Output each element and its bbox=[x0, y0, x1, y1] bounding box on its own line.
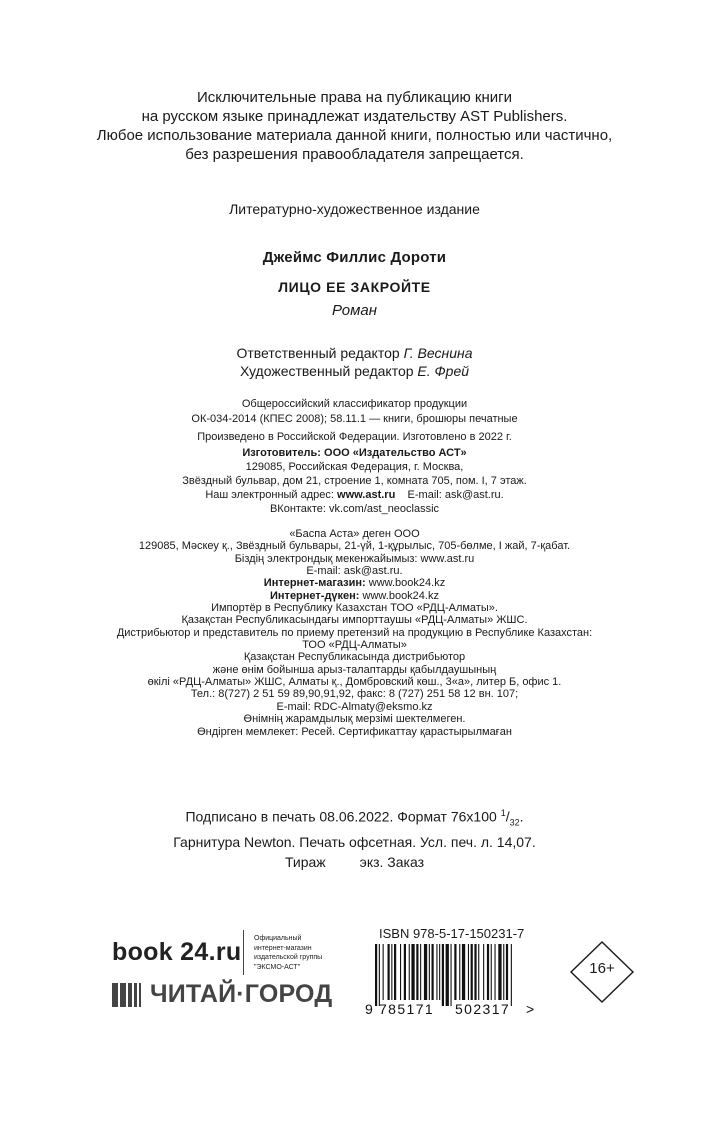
kz-shop-line bbox=[0, 577, 709, 589]
age-rating: 16+ bbox=[589, 960, 615, 977]
rights-line: без разрешения правообладателя запрещается. bbox=[185, 146, 524, 163]
book24-note-line: интернет-магазин bbox=[254, 944, 312, 952]
print-typeface: Гарнитура Newton. Печать офсетная. Усл. печ. л. 14,07. bbox=[173, 834, 536, 851]
barcode-bar bbox=[420, 944, 421, 1000]
edition-type: Литературно-художественное издание bbox=[229, 201, 480, 217]
rights-line: на русском языке принадлежат издательству AST Publishers. bbox=[141, 108, 568, 125]
shop-link[interactable]: www.book24.kz bbox=[368, 577, 446, 590]
book24-note-line: издательской группы bbox=[254, 954, 323, 961]
barcode-bar bbox=[379, 944, 380, 1006]
logo-divider bbox=[243, 930, 244, 975]
kz-line: Өнімнің жарамдылық мерзімі шектелмеген. bbox=[243, 713, 466, 726]
kz-line: Тел.: 8(727) 2 51 59 89,90,91,92, факс: 8 (727) 251 58 12 вн. 107; bbox=[190, 688, 519, 701]
barcode-bar bbox=[459, 944, 460, 1000]
book24-note-line: "ЭКСМО-АСТ" bbox=[254, 963, 301, 971]
rights-line: Любое использование материала данной книги, полностью или частично, bbox=[96, 127, 613, 144]
chitai-gorod-bars-icon bbox=[112, 983, 146, 1007]
barcode-bar bbox=[446, 944, 449, 1006]
manufacturer-address: 129085, Российская Федерация, г. Москва, bbox=[245, 461, 464, 473]
barcode-bars bbox=[375, 944, 512, 1006]
shop-kz-link[interactable]: www.book24.kz bbox=[362, 589, 439, 602]
classifier-line: Общероссийский классификатор продукции bbox=[241, 398, 468, 410]
barcode-bar bbox=[462, 944, 465, 1000]
product-classifier bbox=[0, 397, 709, 427]
barcode-bar bbox=[439, 944, 440, 1000]
kz-line: Дистрибьютор и представитель по приему претензий на продукцию в Республике Казахстан: bbox=[116, 626, 593, 639]
kz-line: E-mail: RDC-Almaty@eksmo.kz bbox=[276, 700, 433, 713]
kz-line: Қазақстан Республикасында дистрибьютор bbox=[243, 651, 466, 664]
barcode-bar bbox=[451, 944, 452, 1006]
barcode-bar bbox=[424, 944, 427, 1000]
barcode-bar bbox=[409, 944, 410, 1000]
isbn-barcode bbox=[365, 944, 540, 1018]
barcode-bar bbox=[487, 944, 489, 1000]
chief-editor-name: Г. Веснина bbox=[403, 345, 473, 361]
barcode-bar bbox=[388, 944, 390, 1000]
kz-line: өкілі «РДЦ-Алматы» ЖШС, Алматы қ., Домбровский көш., 3«а», литер Б, офис 1. bbox=[147, 676, 562, 689]
email-text: E-mail: ask@ast.ru. bbox=[407, 489, 504, 501]
kz-line: Өндірген мемлекет: Ресей. Сертификаттау қарастырылмаған bbox=[197, 725, 512, 738]
barcode-bar bbox=[498, 944, 501, 1000]
vk-line: ВКонтакте: vk.com/ast_neoclassic bbox=[269, 503, 440, 515]
barcode-bar bbox=[511, 944, 512, 1006]
barcode-bar bbox=[471, 944, 473, 1000]
barcode-bar bbox=[383, 944, 384, 1000]
web-link[interactable]: www.ast.ru bbox=[337, 489, 396, 501]
kz-line: Қазақстан Республикасындағы импорттаушы «РДЦ-Алматы» ЖШС. bbox=[181, 614, 528, 627]
format-tail: . bbox=[519, 808, 524, 825]
kz-line: Импортёр в Республику Казахстан ТОО «РДЦ-Алматы». bbox=[211, 602, 498, 615]
kz-line: E-mail: ask@ast.ru. bbox=[306, 565, 403, 578]
barcode-bar bbox=[506, 944, 508, 1000]
barcode-bar bbox=[400, 944, 401, 1000]
barcode-bar bbox=[503, 944, 504, 1000]
barcode-bar bbox=[411, 944, 414, 1000]
chief-editor-line bbox=[0, 344, 709, 362]
barcode-digit-first: 9 bbox=[365, 1001, 373, 1017]
barcode-bar bbox=[491, 944, 492, 1000]
barcode-bar bbox=[375, 944, 377, 1006]
editors-block bbox=[0, 344, 709, 380]
book-title: ЛИЦО ЕЕ ЗАКРОЙТЕ bbox=[278, 279, 431, 295]
kz-shop-line bbox=[0, 590, 709, 602]
barcode-bar bbox=[394, 944, 396, 1000]
format-numerator: 1 bbox=[500, 808, 506, 818]
barcode-bar bbox=[404, 944, 406, 1000]
rights-notice bbox=[0, 88, 709, 164]
kz-line: Біздің электрондық мекенжайымыз: www.ast.ru bbox=[234, 552, 475, 565]
art-editor-line bbox=[0, 362, 709, 380]
art-editor-name: Е. Фрей bbox=[417, 363, 470, 379]
book-author: Джеймс Филлис Дороти bbox=[262, 249, 447, 266]
kz-line: және өнім бойынша арыз-талаптарды қабылдаушының bbox=[212, 663, 497, 676]
barcode-bar bbox=[429, 944, 430, 1000]
classifier-line: ОК-034-2014 (КПЕС 2008); 58.11.1 — книги, брошюры печатные bbox=[191, 413, 518, 425]
barcode-bar bbox=[474, 944, 476, 1000]
barcode-bar bbox=[468, 944, 469, 1000]
barcode-digits-left: 785171 bbox=[379, 1001, 435, 1017]
barcode-bar bbox=[432, 944, 434, 1000]
barcode-bar bbox=[416, 944, 418, 1000]
shop-kz-label: Интернет-дүкен: bbox=[270, 589, 360, 602]
isbn-label: ISBN 978-5-17-150231-7 bbox=[379, 926, 525, 941]
manufacturer-block bbox=[0, 446, 709, 516]
book24-note bbox=[254, 934, 322, 972]
book24-note-line: Официальный bbox=[254, 935, 302, 942]
manufacturer-web-line bbox=[0, 488, 709, 502]
barcode-bar bbox=[442, 944, 444, 1006]
barcode-bar bbox=[454, 944, 456, 1000]
kz-line: «Баспа Аста» деген ООО bbox=[289, 528, 420, 540]
manufacturer-label: Изготовитель: ООО «Издательство АСТ» bbox=[242, 447, 467, 459]
run-label: Тираж bbox=[284, 854, 326, 871]
shop-label: Интернет-магазин: bbox=[263, 577, 366, 590]
web-label: Наш электронный адрес: bbox=[205, 489, 334, 501]
kz-line: ТОО «РДЦ-Алматы» bbox=[302, 639, 407, 652]
chitai-gorod-text: ЧИТАЙ·ГОРОД bbox=[150, 980, 333, 1008]
book-genre: Роман bbox=[331, 302, 378, 319]
barcode-bar bbox=[495, 944, 496, 1000]
format-denominator: 32 bbox=[509, 817, 520, 828]
rights-line: Исключительные права на публикацию книги bbox=[196, 89, 512, 106]
print-signed-line: Подписано в печать 08.06.2022. Формат 76x100 $^1/_{32}$. bbox=[185, 808, 524, 828]
manufacturer-address: Звёздный бульвар, дом 21, строение 1, комната 705, пом. I, 7 этаж. bbox=[182, 475, 527, 487]
kazakhstan-block bbox=[0, 528, 709, 738]
barcode-digits-right: 502317 bbox=[455, 1001, 511, 1017]
print-run-line bbox=[0, 852, 709, 872]
print-signed: Подписано в печать 08.06.2022. Формат 76x100 bbox=[185, 808, 497, 825]
barcode-bar bbox=[436, 944, 437, 1000]
made-in-note: Произведено в Российской Федерации. Изготовлено в 2022 г. bbox=[197, 431, 512, 443]
print-info bbox=[0, 803, 709, 872]
chief-editor-label: Ответственный редактор bbox=[236, 345, 400, 361]
barcode-bar bbox=[478, 944, 479, 1000]
order-label: экз. Заказ bbox=[359, 854, 425, 871]
barcode-arrow: > bbox=[526, 1001, 535, 1017]
kz-line: 129085, Мәскеу қ., Звёздный бульвары, 21-үй, 1-құрылыс, 705-бөлме, I жай, 7-қабат. bbox=[138, 540, 571, 553]
book24-logo: book 24.ru bbox=[112, 938, 242, 966]
barcode-bar bbox=[483, 944, 484, 1000]
art-editor-label: Художественный редактор bbox=[239, 363, 414, 379]
barcode-bar bbox=[391, 944, 392, 1000]
